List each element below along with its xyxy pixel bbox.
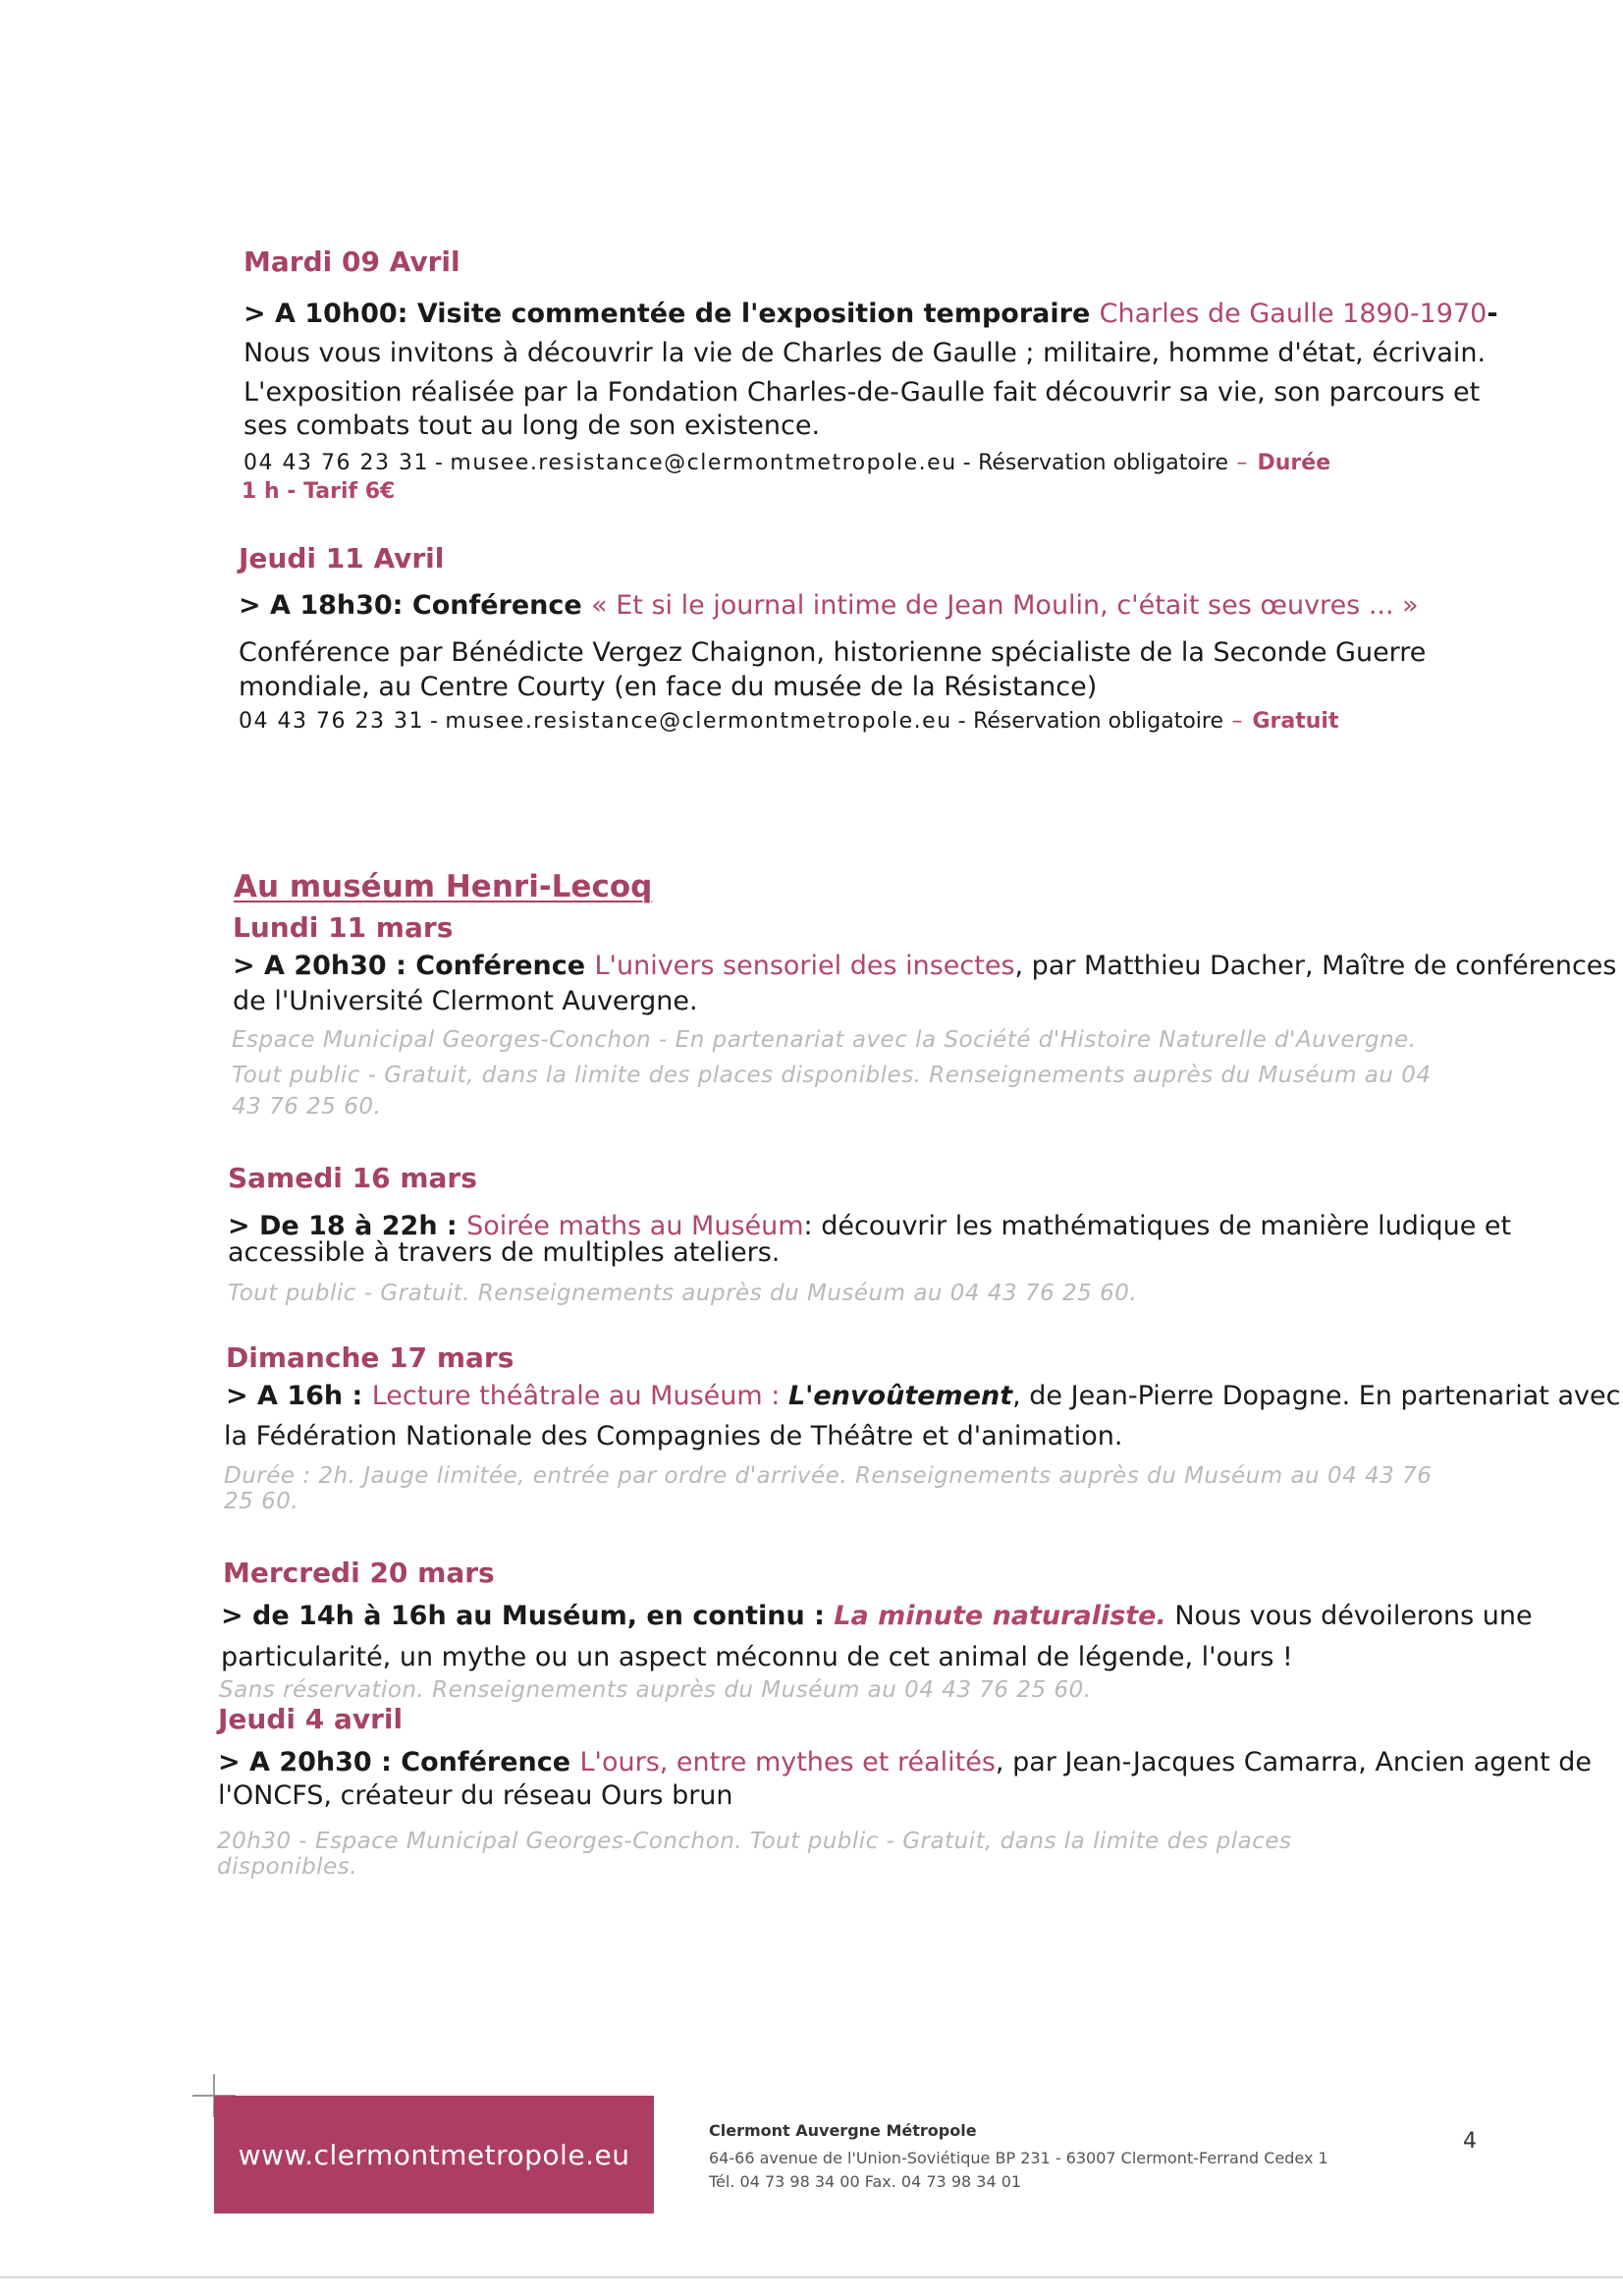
event-date: Dimanche 17 mars xyxy=(226,1341,514,1374)
event-text: L'exposition réalisée par la Fondation Charles-de-Gaulle fait découvrir sa vie, son parcours et xyxy=(243,377,1481,408)
event-note: disponibles. xyxy=(217,1854,358,1880)
event-note: Espace Municipal Georges-Conchon - En partenariat avec la Société d'Histoire Naturelle d'Auvergne. xyxy=(232,1027,1417,1053)
event-note: Sans réservation. Renseignements auprès du Muséum au 04 43 76 25 60. xyxy=(219,1677,1092,1703)
event-tarif: 1 h - Tarif 6€ xyxy=(242,479,396,504)
event-headline: > De 18 à 22h : Soirée maths au Muséum: découvrir les mathématiques de manière ludique et xyxy=(228,1211,1512,1241)
event-note: Durée : 2h. Jauge limitée, entrée par ordre d'arrivée. Renseignements auprès du Muséum au 04 43 76 xyxy=(224,1463,1433,1489)
bottom-rule xyxy=(0,2276,1623,2278)
email-link[interactable]: musee.resistance@clermontmetropole.eu xyxy=(445,709,952,734)
footer-phones: Tél. 04 73 98 34 00 Fax. 04 73 98 34 01 xyxy=(709,2172,1022,2191)
event-note: 20h30 - Espace Municipal Georges-Conchon. Tout public - Gratuit, dans la limite des places xyxy=(217,1829,1292,1854)
website-banner[interactable] xyxy=(214,2096,654,2214)
event-contact: 04 43 76 23 31 - musee.resistance@clermontmetropole.eu - Réservation obligatoire – Durée xyxy=(243,451,1331,475)
footer-address: 64-66 avenue de l'Union-Soviétique BP 231 - 63007 Clermont-Ferrand Cedex 1 xyxy=(709,2149,1328,2167)
event-text: accessible à travers de multiples ateliers. xyxy=(228,1237,781,1268)
event-contact: 04 43 76 23 31 - musee.resistance@clermontmetropole.eu - Réservation obligatoire – Gratuit xyxy=(239,709,1339,734)
email-link[interactable]: musee.resistance@clermontmetropole.eu xyxy=(450,451,957,475)
event-note: Tout public - Gratuit. Renseignements auprès du Muséum au 04 43 76 25 60. xyxy=(228,1281,1138,1306)
event-text: particularité, un mythe ou un aspect méconnu de cet animal de légende, l'ours ! xyxy=(221,1642,1293,1672)
event-headline: > A 18h30: Conférence « Et si le journal intime de Jean Moulin, c'était ses œuvres ... » xyxy=(239,590,1419,621)
event-date: Lundi 11 mars xyxy=(233,911,454,944)
event-headline: > de 14h à 16h au Muséum, en continu : La minute naturaliste. Nous vous dévoilerons une xyxy=(221,1601,1533,1631)
event-date: Mercredi 20 mars xyxy=(223,1557,495,1589)
page-number: 4 xyxy=(1463,2129,1477,2154)
footer-org: Clermont Auvergne Métropole xyxy=(709,2121,977,2140)
event-date: Samedi 16 mars xyxy=(228,1162,477,1194)
event-note: 43 76 25 60. xyxy=(232,1094,382,1120)
website-link[interactable]: www.clermontmetropole.eu xyxy=(238,2138,630,2171)
event-text: de l'Université Clermont Auvergne. xyxy=(233,986,698,1016)
event-text: mondiale, au Centre Courty (en face du musée de la Résistance) xyxy=(239,672,1098,702)
event-text: la Fédération Nationale des Compagnies de Théâtre et d'animation. xyxy=(224,1421,1123,1451)
event-headline: > A 16h : Lecture théâtrale au Muséum : L'envoûtement, de Jean-Pierre Dopagne. En partenariat avec xyxy=(226,1381,1621,1411)
event-text: l'ONCFS, créateur du réseau Ours brun xyxy=(218,1780,733,1811)
event-note: Tout public - Gratuit, dans la limite des places disponibles. Renseignements auprès du Muséum au 04 xyxy=(232,1063,1432,1088)
event-date: Jeudi 4 avril xyxy=(218,1703,404,1735)
event-note: 25 60. xyxy=(224,1489,299,1514)
event-text: Nous vous invitons à découvrir la vie de Charles de Gaulle ; militaire, homme d'état, écrivain. xyxy=(243,338,1487,368)
event-headline: > A 20h30 : Conférence L'ours, entre mythes et réalités, par Jean-Jacques Camarra, Ancien agent de xyxy=(218,1747,1593,1777)
event-text: Conférence par Bénédicte Vergez Chaignon, historienne spécialiste de la Seconde Guerre xyxy=(239,637,1427,668)
event-headline: > A 10h00: Visite commentée de l'exposition temporaire Charles de Gaulle 1890-1970- xyxy=(243,299,1498,329)
event-text: ses combats tout au long de son existence. xyxy=(243,410,821,441)
event-headline: > A 20h30 : Conférence L'univers sensoriel des insectes, par Matthieu Dacher, Maître de conférences xyxy=(233,951,1617,981)
section-title: Au muséum Henri-Lecoq xyxy=(234,869,653,904)
event-date: Jeudi 11 Avril xyxy=(239,542,445,574)
event-date: Mardi 09 Avril xyxy=(243,246,460,278)
